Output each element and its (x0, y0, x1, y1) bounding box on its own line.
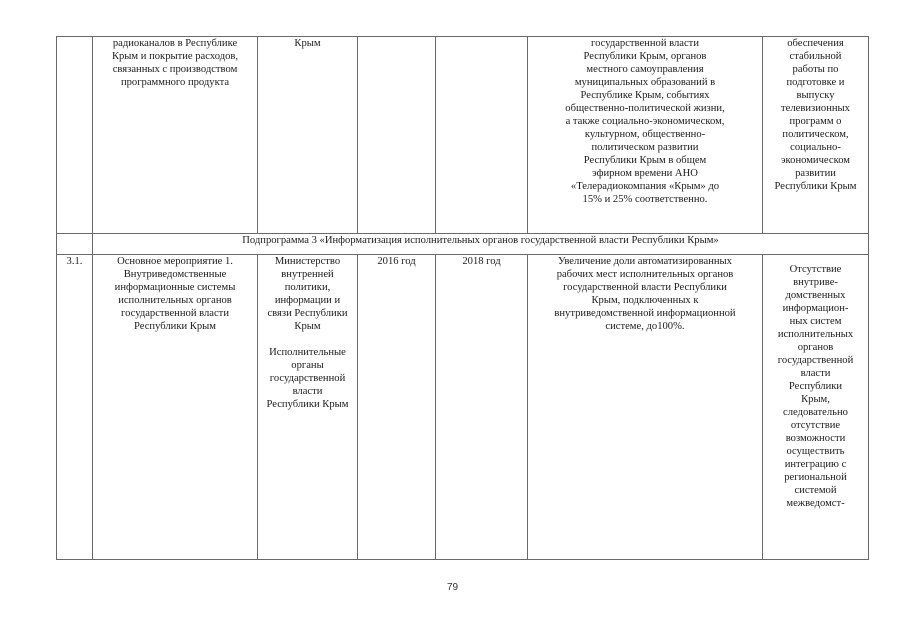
subprogram-heading: Подпрограмма 3 «Информатизация исполнительных органов государственной власти Республики Крым» (93, 234, 869, 255)
text-line: интеграцию с (784, 459, 847, 470)
text-line: программ о (789, 116, 842, 127)
text-line: Республике Крым, событиях (580, 90, 710, 101)
text-line: государственной (777, 355, 854, 366)
text-line: «Телерадиокомпания «Крым» до (570, 181, 720, 192)
text-line: государственной власти (590, 38, 699, 49)
executor-text-primary (260, 255, 355, 333)
text-line: исполнительных органов (118, 295, 232, 306)
cell-measure (93, 37, 258, 234)
cell-measure (93, 255, 258, 560)
text-line: стабильной (789, 51, 842, 62)
text-line: а также социально-экономическом, (565, 116, 725, 127)
cell-end: 2018 год (436, 255, 528, 560)
cell-start: 2016 год (358, 255, 436, 560)
text-line: государственной власти (120, 308, 229, 319)
cell-number (57, 37, 93, 234)
text-line: эфирном времени АНО (592, 168, 698, 179)
text-line: Республики Крым (266, 399, 349, 410)
text-line: рабочих мест исполнительных органов (556, 269, 734, 280)
executor-text-secondary (260, 346, 355, 411)
text-line: ных систем (789, 316, 842, 327)
cell-consequence (763, 255, 869, 560)
text-line: власти (292, 386, 323, 397)
text-line: государственной власти Республики (563, 282, 727, 293)
text-line: внутриведомственной информационной (554, 308, 736, 319)
text-line: подготовке и (786, 77, 845, 88)
text-line: связанных с производством (112, 64, 238, 75)
text-line: региональной (784, 472, 847, 483)
text-line: общественно-политической жизни, (565, 103, 725, 114)
text-line: Республики Крым (774, 181, 857, 192)
text-line: Внутриведомственные (123, 269, 227, 280)
text-line: системой (794, 485, 837, 496)
text-line: Крым и покрытие расходов, (111, 51, 239, 62)
table-row-3-1 (57, 255, 869, 560)
text-line: исполнительных (777, 329, 854, 340)
text-line: информационные системы (114, 282, 236, 293)
text-line: Министерство (274, 256, 341, 267)
text-line: обеспечения (787, 38, 844, 49)
text-line: органы (291, 360, 324, 371)
cell-start (358, 37, 436, 234)
cell-end (436, 37, 528, 234)
text-line: Исполнительные (269, 347, 346, 358)
cell-executor (258, 255, 358, 560)
result-text (530, 37, 760, 206)
text-line: развитии (795, 168, 836, 179)
text-line: политическом развитии (591, 142, 699, 153)
cell-executor (258, 37, 358, 234)
text-line: телевизионных (781, 103, 850, 114)
text-line: местного самоуправления (586, 64, 704, 75)
page-number: 79 (446, 582, 459, 593)
text-line: политики, (284, 282, 331, 293)
table-row-continuation (57, 37, 869, 234)
text-line: радиоканалов в Республике (112, 38, 238, 49)
text-line: Крым, подключенных к (591, 295, 699, 306)
text-line: связи Республики (267, 308, 348, 319)
text-line: отсутствие (790, 420, 841, 431)
text-line: Крым (294, 321, 321, 332)
text-line: экономическом (781, 155, 850, 166)
text-line: внутренней (281, 269, 334, 280)
text-line: Отсутствие (789, 264, 842, 275)
text-line: 15% и 25% соответственно. (582, 194, 708, 205)
text-line: Республики Крым в общем (583, 155, 707, 166)
cell-result (528, 37, 763, 234)
text-line: Крым, (801, 394, 830, 405)
text-line: власти (800, 368, 831, 379)
text-line: осуществить (786, 446, 845, 457)
cell-result (528, 255, 763, 560)
text-line: межведомст- (786, 498, 845, 509)
text-line: Увеличение доли автоматизированных (558, 256, 732, 267)
text-line: муниципальных образований в (574, 77, 716, 88)
text-line: Крым (294, 38, 321, 49)
text-line: внутриве- (793, 277, 838, 288)
text-line: государственной (269, 373, 346, 384)
text-line: системе, до100%. (605, 321, 685, 332)
text-line: Республики Крым, органов (583, 51, 707, 62)
text-line: домственных (785, 290, 846, 301)
text-line: политическом, (782, 129, 849, 140)
result-text (530, 255, 760, 333)
cell-consequence (763, 37, 869, 234)
text-line: выпуску (796, 90, 835, 101)
cell-number (57, 234, 93, 255)
text-line: Республики (788, 381, 843, 392)
consequence-text (765, 263, 866, 510)
text-line: информацион- (782, 303, 849, 314)
text-line: культурном, общественно- (584, 129, 706, 140)
measure-text (95, 37, 255, 89)
table-row-subprogram (57, 234, 869, 255)
text-line: работы по (792, 64, 839, 75)
text-line: Республики Крым (134, 321, 216, 332)
text-line: социально- (790, 142, 841, 153)
cell-number: 3.1. (57, 255, 93, 560)
executor-text (260, 37, 355, 50)
measure-text (95, 255, 255, 333)
text-line: программного продукта (120, 77, 230, 88)
text-line: следовательно (783, 407, 848, 418)
consequence-text (765, 37, 866, 193)
program-table (56, 36, 869, 560)
text-line: органов (797, 342, 834, 353)
text-line: информации и (274, 295, 341, 306)
text-line: Основное мероприятие 1. (117, 256, 233, 267)
text-line: возможности (785, 433, 846, 444)
